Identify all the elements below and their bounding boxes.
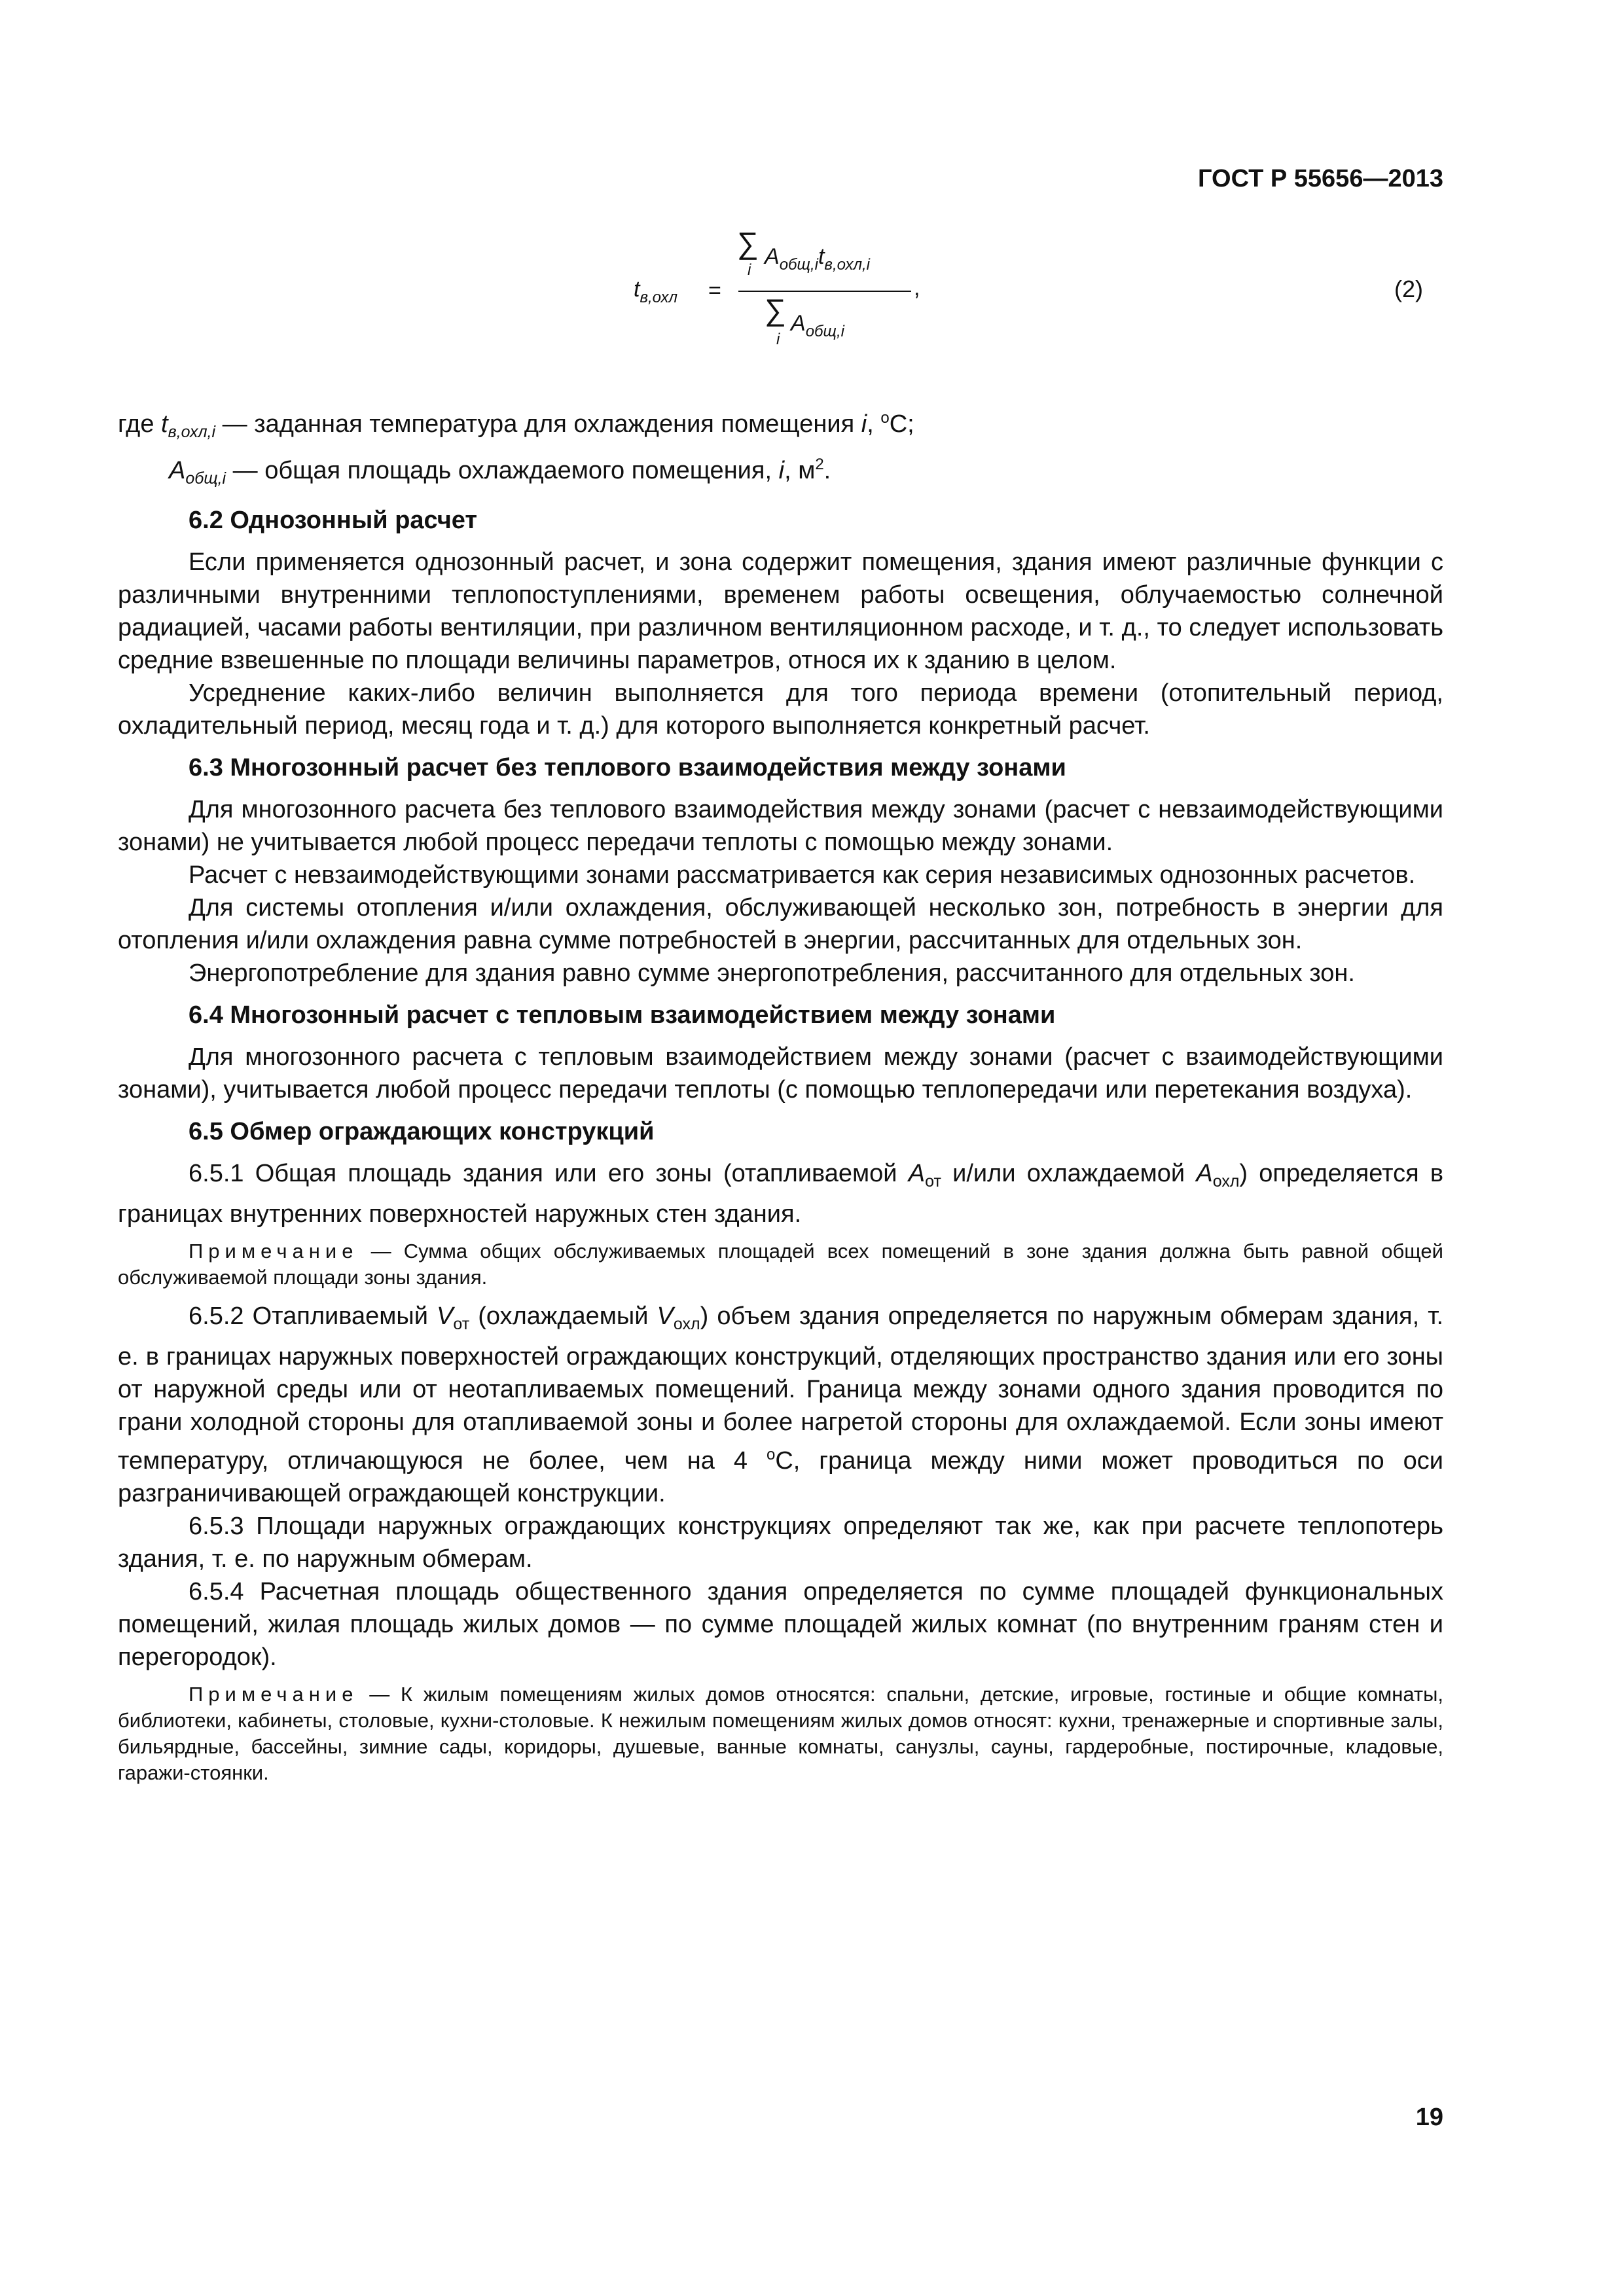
note-1-label: Примечание [189,1240,359,1263]
clause-6-5-1: 6.5.1 Общая площадь здания или его зоны (отапливаемой $A_{от}$ и/или охлаждаемой $A_{охл}$) определяется в границах внутренних поверхностей наружных стен здания. [118,1160,1444,1228]
section-6-2-paragraph-2: Усреднение каких-либо величин выполняется для того периода времени (отопительный период, охладительный период, месяц года и т. д.) для которого выполняется конкретный расчет. [118,679,1443,740]
page-number: 19 [1415,2104,1443,2131]
section-6-3-heading: 6.3 Многозонный расчет без теплового взаимодействия между зонами [189,754,1066,781]
formula-numerator: $A_{общ,i}t_{в,охл,i}$ [765,244,870,274]
section-6-2-paragraph-1: Если применяется однозонный расчет, и зона содержит помещения, здания имеют различные функции с различными внутренними теплопоступлениями, временем работы освещения, облучаемостью солнечной радиацией, часами работы вентиляции, при различном вентиляционном расходе, и т. д., то следует использовать средние взвешенные по площади величины параметров, относя их к зданию в целом. [118,548,1443,674]
standard-code-header: ГОСТ Р 55656—2013 [1198,165,1443,192]
section-6-3-paragraph-2: Расчет с невзаимодействующими зонами рассматривается как серия независимых однозонных расчетов. [189,861,1416,889]
formula-2 [0,0,1624,367]
denominator-sum-index: i [776,331,780,348]
section-6-3-paragraph-3: Для системы отопления и/или охлаждения, обслуживающей несколько зон, потребность в энергии для отопления и/или охлаждения равна сумме потребностей в энергии, рассчитанных для отдельных зон. [118,894,1443,954]
note-2 [118,1681,1443,1786]
note-2-text: — К жилым помещениям жилых домов относятся: спальни, детские, игровые, гостиные и общие комнаты, библиотеки, кабинеты, столовые, кухни-столовые. К нежилым помещениям жилых домов относят: кухни, тренажерные и спортивные залы, бильярдные, бассейны, зимние сады, коридоры, душевые, ванные комнаты, санузлы, сауны, гардеробные, постирочные, кладовые, гаражи-стоянки. [118,1683,1443,1784]
formula-denominator: $A_{общ,i}$ [791,311,844,340]
section-6-4-heading: 6.4 Многозонный расчет с тепловым взаимодействием между зонами [189,1001,1056,1029]
formula-lhs: $t_{в,охл}$ [634,277,678,306]
section-6-3-paragraph-4: Энергопотребление для здания равно сумме энергопотребления, рассчитанного для отдельных зон. [189,960,1355,987]
note-1-text: — Сумма общих обслуживаемых площадей всех помещений в зоне здания должна быть равной общей обслуживаемой площади зоны здания. [118,1240,1443,1289]
numerator-sum-sign: ∑ [737,226,759,260]
formula-number: (2) [1394,276,1423,302]
note-1 [118,1238,1443,1291]
section-6-2-heading: 6.2 Однозонный расчет [189,507,478,534]
section-6-4-paragraph-1: Для многозонного расчета с тепловым взаимодействием между зонами (расчет с взаимодействующими зонами), учитывается любой процесс передачи теплоты (с помощью теплопередачи или перетекания воздуха). [118,1043,1443,1103]
clause-6-5-2: 6.5.2 Отапливаемый $V_{от}$ (охлаждаемый $V_{охл}$) объем здания определяется по наружным обмерам здания, т. е. в границах наружных поверхностей ограждающих конструкций, отделяющих пространство здания или его зоны от наружной среды или от неотапливаемых помещений. Граница между зонами одного здания проводится по грани холодной стороны для отапливаемой зоны и более нагретой стороны для охлаждаемой. Если зоны имеют температуру, отличающуюся не более, чем на 4 $^o$С, граница между ними может проводиться по оси разграничивающей ограждающей конструкции. [118,1302,1444,1507]
denominator-sum-sign: ∑ [765,293,786,327]
where-line-2: $A_{общ,i}$ — общая площадь охлаждаемого помещения, i, $м^2$. [169,456,831,488]
section-6-5-heading: 6.5 Обмер ограждающих конструкций [189,1118,655,1145]
clause-6-5-4: 6.5.4 Расчетная площадь общественного здания определяется по сумме площадей функциональных помещений, жилая площадь жилых домов — по сумме площадей жилых комнат (по внутренним граням стен и перегородок). [118,1578,1443,1671]
where-line-1: где $t_{в,охл,i}$ — заданная температура для охлаждения помещения i, $^o$C; [118,409,914,441]
note-2-label: Примечание [189,1683,359,1706]
section-6-3-paragraph-1: Для многозонного расчета без теплового взаимодействия между зонами (расчет с невзаимодействующими зонами) не учитывается любой процесс передачи теплоты с помощью между зонами. [118,796,1443,856]
formula-comma: , [914,276,920,300]
formula-equals: = [708,278,721,303]
fraction-bar [738,291,911,292]
main-text [118,402,1443,1795]
numerator-sum-index: i [748,261,751,279]
clause-6-5-3: 6.5.3 Площади наружных ограждающих конструкциях определяют так же, как при расчете теплопотерь здания, т. е. по наружным обмерам. [118,1513,1443,1573]
